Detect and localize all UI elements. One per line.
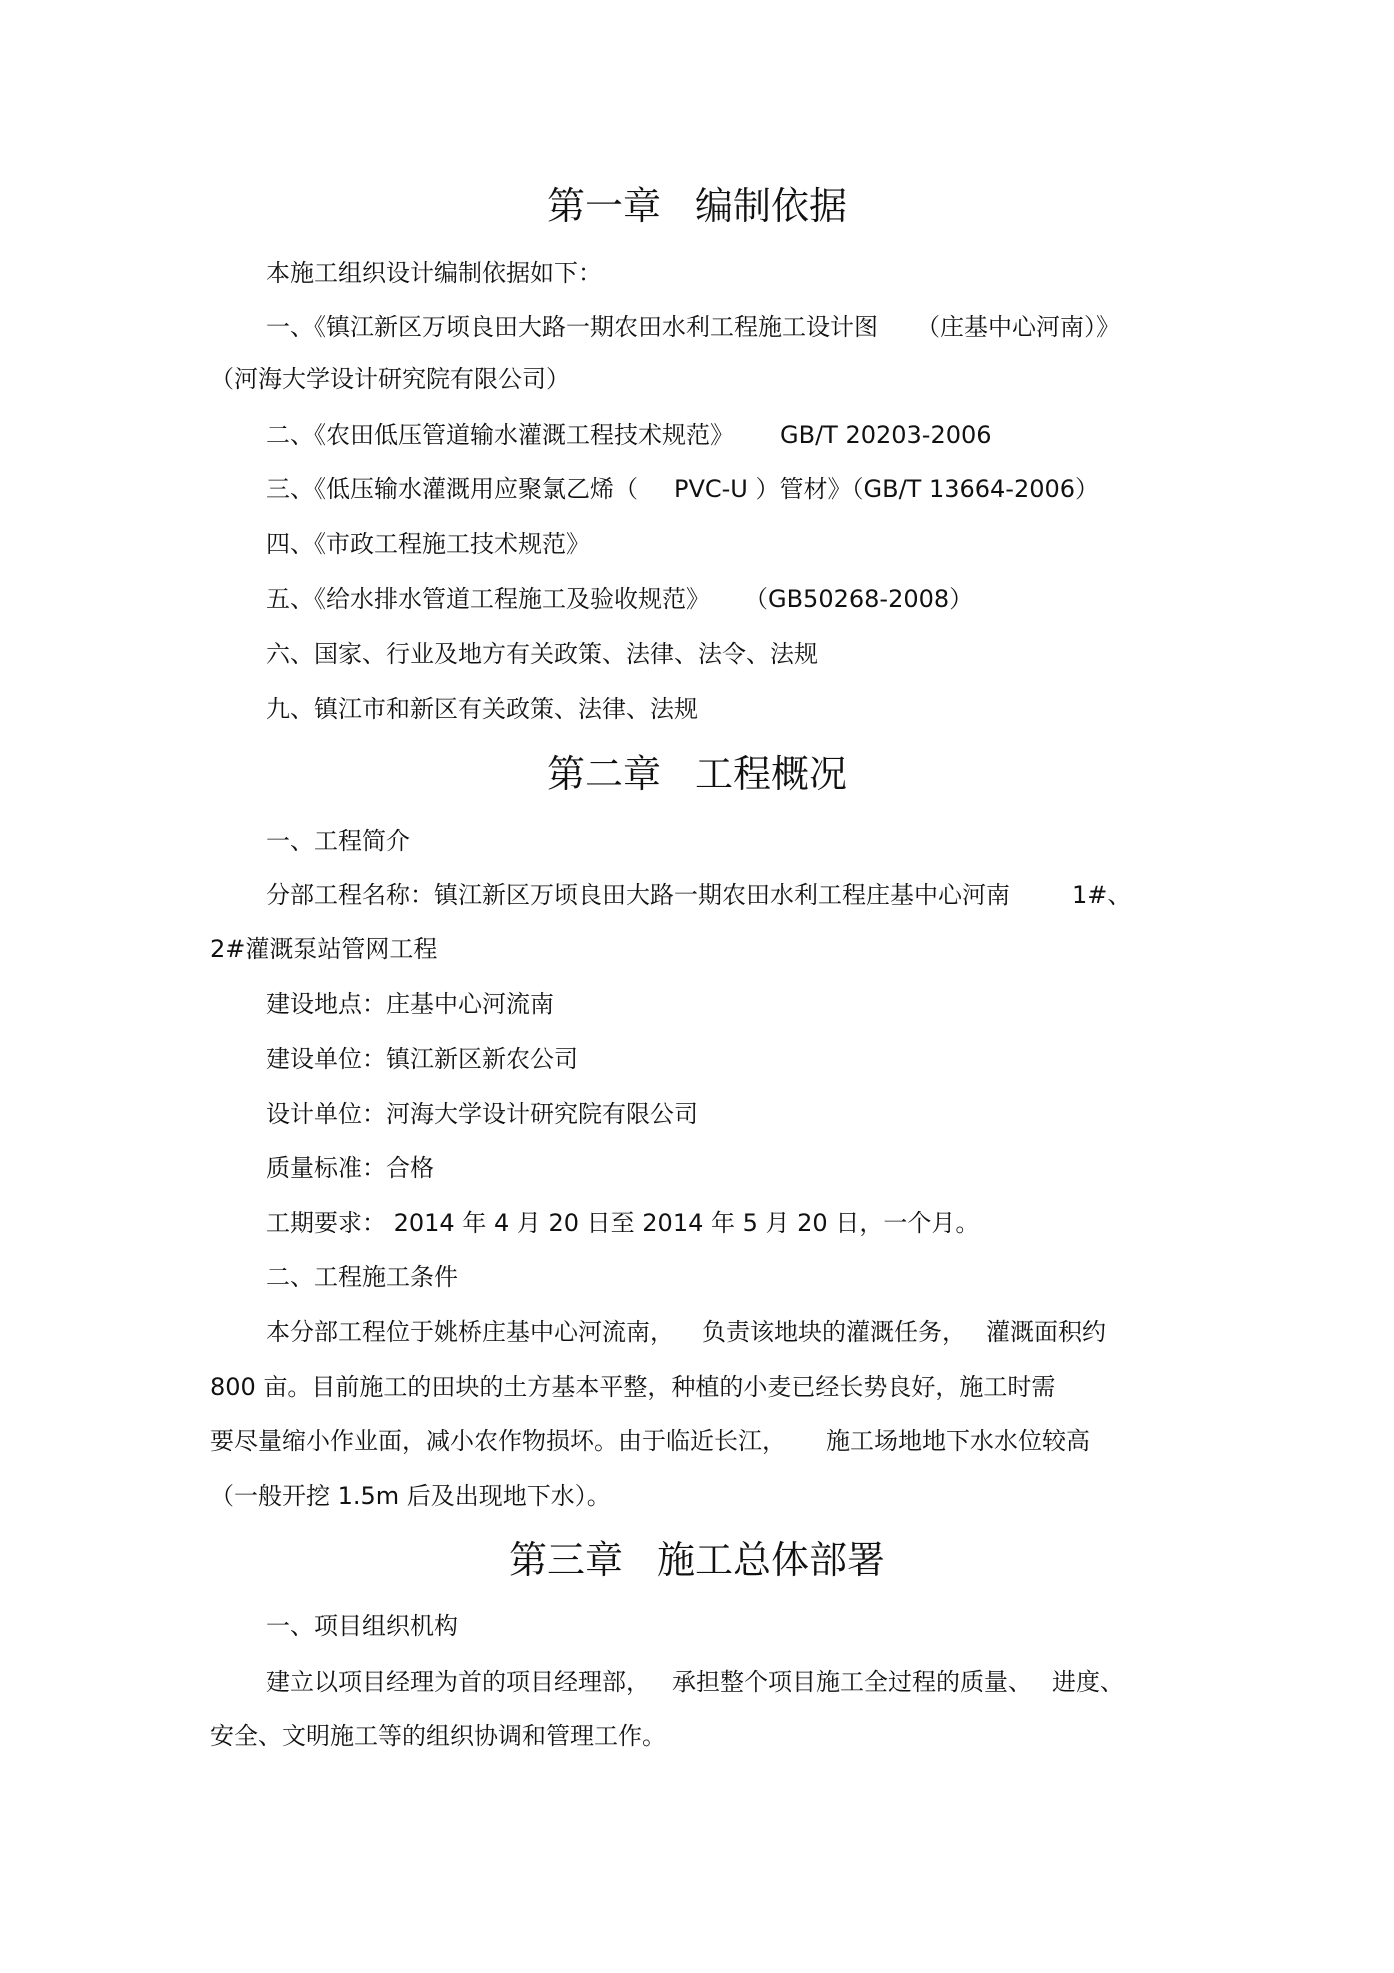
conditions-line-1a: 本分部工程位于姚桥庄基中心河流南， <box>266 1318 674 1346</box>
basis-item-5-code: （GB50268-2008） <box>744 585 974 613</box>
conditions-line-3 <box>210 1424 1090 1458</box>
project-period: 工期要求： 2014 年 4 月 20 日至 2014 年 5 月 20 日，一个月。 <box>266 1209 980 1237</box>
conditions-line-3a: 要尽量缩小作业面，减小农作物损坏。由于临近长江， <box>210 1427 786 1455</box>
basis-item-5 <box>266 582 973 616</box>
project-location: 建设地点：庄基中心河流南 <box>266 990 554 1018</box>
basis-item-1-text: 一、《镇江新区万顷良田大路一期农田水利工程施工设计图 <box>266 313 878 341</box>
deployment-section-1: 一、项目组织机构 <box>266 1612 458 1640</box>
basis-item-5-text: 五、《给水排水管道工程施工及验收规范》 <box>266 585 710 613</box>
project-name-continued: 2#灌溉泵站管网工程 <box>210 935 438 963</box>
organization-line-1a: 建立以项目经理为首的项目经理部， <box>266 1668 650 1696</box>
chapter-1-heading <box>0 180 1394 232</box>
conditions-line-1c: 灌溉面积约 <box>986 1318 1106 1346</box>
chapter-2-heading <box>0 748 1394 800</box>
chapter-2-title: 工程概况 <box>695 752 848 796</box>
chapter-1-number: 第一章 <box>546 184 661 228</box>
basis-item-4: 四、《市政工程施工技术规范》 <box>266 530 590 558</box>
conditions-line-1 <box>266 1315 1106 1349</box>
project-name-station: 1#、 <box>1072 881 1132 909</box>
basis-item-3-text: 三、《低压输水灌溉用应聚氯乙烯（ <box>266 475 638 503</box>
conditions-line-3b: 施工场地地下水水位较高 <box>826 1427 1090 1455</box>
project-owner: 建设单位：镇江新区新农公司 <box>266 1045 578 1073</box>
chapter-3-title: 施工总体部署 <box>657 1538 886 1582</box>
basis-item-1-location: （庄基中心河南）》 <box>916 313 1120 341</box>
basis-item-1-publisher: （河海大学设计研究院有限公司） <box>210 365 570 393</box>
overview-section-1: 一、工程简介 <box>266 827 410 855</box>
overview-section-2: 二、工程施工条件 <box>266 1263 458 1291</box>
basis-item-9: 九、镇江市和新区有关政策、法律、法规 <box>266 695 698 723</box>
basis-intro: 本施工组织设计编制依据如下： <box>266 259 602 287</box>
basis-item-3 <box>266 472 1099 506</box>
chapter-1-title: 编制依据 <box>695 184 848 228</box>
chapter-3-heading <box>0 1534 1394 1586</box>
basis-item-3-code: PVC-U ）管材》（GB/T 13664-2006） <box>674 475 1100 503</box>
chapter-3-number: 第三章 <box>508 1538 623 1582</box>
conditions-line-1b: 负责该地块的灌溉任务， <box>702 1318 966 1346</box>
project-designer: 设计单位：河海大学设计研究院有限公司 <box>266 1100 698 1128</box>
conditions-line-4: （一般开挖 1.5m 后及出现地下水）。 <box>210 1482 611 1510</box>
basis-item-2 <box>266 418 992 452</box>
organization-line-1 <box>266 1665 1124 1699</box>
conditions-line-2: 800 亩。目前施工的田块的土方基本平整，种植的小麦已经长势良好，施工时需 <box>210 1373 1056 1401</box>
project-name <box>266 878 1131 912</box>
chapter-2-number: 第二章 <box>546 752 661 796</box>
basis-item-6: 六、国家、行业及地方有关政策、法律、法令、法规 <box>266 640 818 668</box>
project-name-text: 分部工程名称：镇江新区万顷良田大路一期农田水利工程庄基中心河南 <box>266 881 1010 909</box>
project-quality: 质量标准：合格 <box>266 1154 434 1182</box>
basis-item-2-text: 二、《农田低压管道输水灌溉工程技术规范》 <box>266 421 734 449</box>
basis-item-2-code: GB/T 20203-2006 <box>780 421 992 449</box>
organization-line-1b: 承担整个项目施工全过程的质量、 <box>672 1668 1032 1696</box>
organization-line-2: 安全、文明施工等的组织协调和管理工作。 <box>210 1722 666 1750</box>
basis-item-1 <box>266 310 1120 344</box>
organization-line-1c: 进度、 <box>1052 1668 1124 1696</box>
